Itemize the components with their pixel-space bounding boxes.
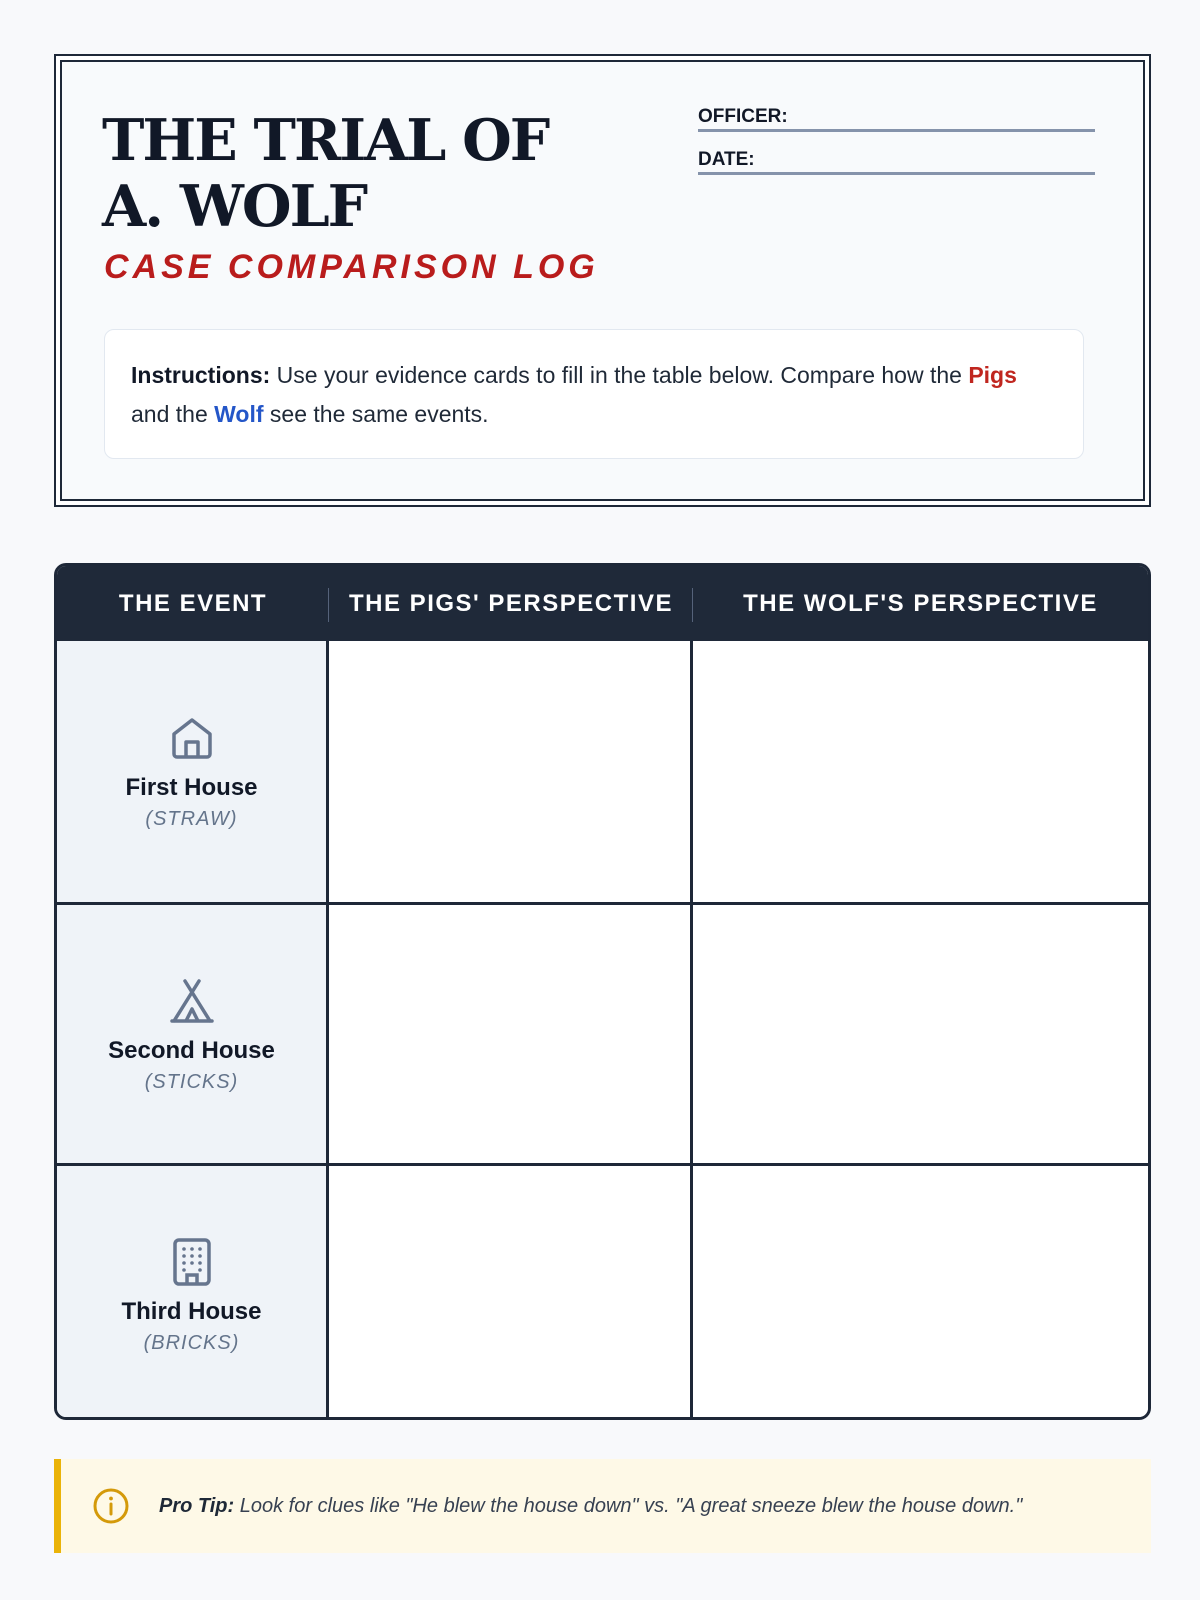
officer-label: OFFICER: [698, 106, 788, 127]
instructions-text-before: Use your evidence cards to fill in the table below. Compare how the [270, 362, 969, 388]
comparison-table [54, 563, 1151, 1420]
event-material: (BRICKS) [143, 1331, 240, 1354]
wolf-perspective-cell[interactable] [693, 641, 1148, 902]
table-header [57, 566, 1148, 641]
event-material: (STRAW) [145, 808, 238, 830]
column-header-event-label: THE EVENT [118, 589, 268, 617]
info-icon [91, 1486, 131, 1526]
table-row [57, 1163, 1148, 1420]
event-name: First House [125, 774, 258, 801]
column-header-wolf-label: THE WOLF'S PERSPECTIVE [743, 589, 1098, 617]
pro-tip-text [159, 1495, 1022, 1518]
wolf-perspective-cell[interactable] [693, 905, 1148, 1163]
building-icon [166, 1236, 218, 1288]
tent-icon [166, 975, 218, 1027]
column-header-pigs-label: THE PIGS' PERSPECTIVE [349, 589, 673, 617]
column-header-wolf [693, 566, 1148, 641]
column-header-event [57, 566, 329, 641]
pro-tip-body: Look for clues like "He blew the house down" vs. "A great sneeze blew the house down." [234, 1494, 1023, 1517]
instructions-box [104, 329, 1084, 459]
event-material: (STICKS) [144, 1070, 239, 1093]
officer-field[interactable] [698, 106, 1095, 132]
header-inner [60, 60, 1145, 501]
pigs-perspective-cell[interactable] [329, 1166, 693, 1420]
page-subtitle: CASE COMPARISON LOG [104, 248, 599, 286]
date-label: DATE: [698, 149, 755, 170]
pigs-perspective-cell[interactable] [329, 905, 693, 1163]
pigs-perspective-cell[interactable] [329, 641, 693, 902]
date-field[interactable] [698, 149, 1095, 175]
event-cell [57, 641, 329, 902]
wolf-perspective-cell[interactable] [693, 1166, 1148, 1420]
pigs-keyword: Pigs [968, 362, 1017, 388]
instructions-label: Instructions: [131, 362, 271, 388]
page-title: THE TRIAL OF A. WOLF [102, 107, 549, 240]
pro-tip-box [54, 1459, 1151, 1553]
instructions-text-middle: and the [131, 401, 215, 427]
event-name: Second House [108, 1036, 275, 1064]
header-card [54, 54, 1151, 507]
event-cell [57, 905, 329, 1163]
pro-tip-label: Pro Tip: [159, 1494, 235, 1517]
event-name: Third House [121, 1297, 262, 1325]
table-row [57, 641, 1148, 902]
wolf-keyword: Wolf [214, 401, 264, 427]
instructions-text-after: see the same events. [263, 401, 489, 427]
house-icon [166, 712, 218, 764]
column-header-pigs [329, 566, 693, 641]
table-row [57, 902, 1148, 1163]
event-cell [57, 1166, 329, 1420]
